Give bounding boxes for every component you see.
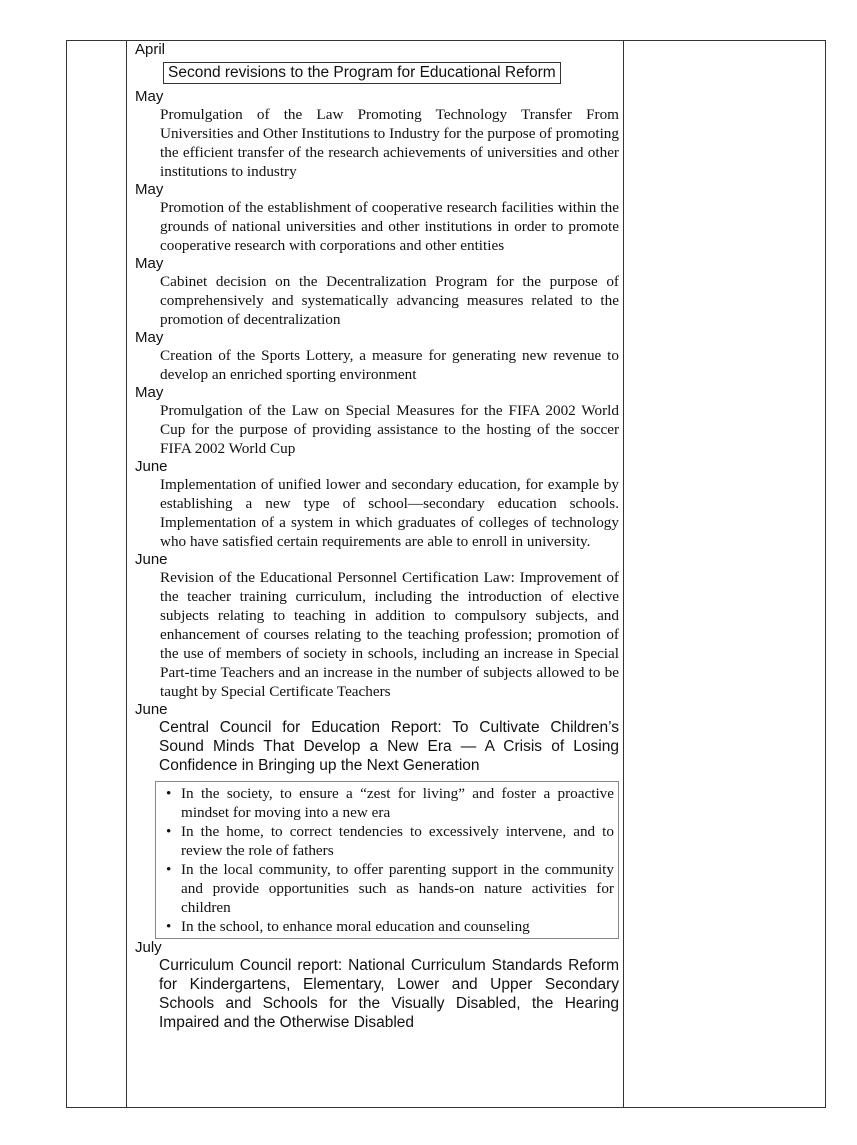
events-column xyxy=(135,41,619,1032)
list-item xyxy=(160,822,614,860)
entry-text: Central Council for Education Report: To Cultivate Children’s Sound Minds That Develop a New Era — A Crisis of Losing Confidence in Bringing up the Next Generation xyxy=(159,719,619,774)
list-item-text: In the school, to enhance moral education and counseling xyxy=(181,918,530,935)
timeline-table xyxy=(66,40,826,1108)
list-item-text: In the home, to correct tendencies to excessively intervene, and to review the role of fathers xyxy=(181,823,614,859)
entry-month: May xyxy=(135,255,164,272)
entry-month: April xyxy=(135,41,166,58)
entry-text: Revision of the Educational Personnel Certification Law: Improvement of the teacher training curriculum, including the introduction of elective subjects relating to teaching in addition to compulsory subjects, and enhancement of courses relating to the teaching profession; promotion of the use of members of society in schools, including an increase in Special Part-time Teachers and an increase in the number of subjects allowed to be taught by Special Certificate Teachers xyxy=(160,569,619,700)
list-item xyxy=(160,860,614,917)
timeline-entry xyxy=(135,701,619,939)
list-item-text: In the local community, to offer parenting support in the community and provide opportunities such as hands-on nature activities for children xyxy=(181,861,614,916)
list-item xyxy=(160,917,614,936)
entry-month: May xyxy=(135,88,164,105)
entry-month: June xyxy=(135,458,168,475)
timeline-entry xyxy=(135,458,619,551)
bullet-icon: • xyxy=(166,861,172,878)
entry-text: Curriculum Council report: National Curriculum Standards Reform for Kindergartens, Elementary, Lower and Upper Secondary Schools and Schools for the Visually Disabled, the Hearing Impaired and the Otherwise Disabled xyxy=(159,957,619,1031)
entry-text: Promotion of the establishment of cooperative research facilities within the grounds of national universities and other institutions in order to promote cooperative research with corporations and other entities xyxy=(160,199,619,254)
entry-text: Promulgation of the Law Promoting Technology Transfer From Universities and Other Institutions to Industry for the purpose of promoting the efficient transfer of the research achievements of universities and other institutions to industry xyxy=(160,106,619,180)
entry-text: Promulgation of the Law on Special Measures for the FIFA 2002 World Cup for the purpose of providing assistance to the hosting of the soccer FIFA 2002 World Cup xyxy=(160,402,619,457)
boxed-entry-text: Second revisions to the Program for Educational Reform xyxy=(163,62,561,84)
entry-month: May xyxy=(135,384,164,401)
timeline-entry xyxy=(135,551,619,701)
bullet-icon: • xyxy=(166,785,172,802)
column-divider-right xyxy=(623,41,624,1107)
entry-text: Implementation of unified lower and secondary education, for example by establishing a new type of school—secondary education schools. Implementation of a system in which graduates of colleges of technology who have satisfied certain requirements are able to enroll in university. xyxy=(160,476,619,550)
list-item-text: In the society, to ensure a “zest for living” and foster a proactive mindset for moving into a new era xyxy=(181,785,614,821)
timeline-entry xyxy=(135,181,619,255)
entry-text: Cabinet decision on the Decentralization Program for the purpose of comprehensively and systematically advancing measures related to the promotion of decentralization xyxy=(160,273,619,328)
timeline-entry xyxy=(135,329,619,384)
report-points-list xyxy=(160,784,614,936)
entry-month: July xyxy=(135,939,162,956)
report-points-box xyxy=(155,781,619,939)
bullet-icon: • xyxy=(166,823,172,840)
entry-month: May xyxy=(135,181,164,198)
bullet-icon: • xyxy=(166,918,172,935)
timeline-entry xyxy=(135,384,619,458)
entry-month: June xyxy=(135,701,168,718)
column-divider-left xyxy=(126,41,127,1107)
timeline-entry xyxy=(135,939,619,1032)
timeline-entry xyxy=(135,41,619,88)
entry-month: June xyxy=(135,551,168,568)
timeline-entry xyxy=(135,255,619,329)
entry-month: May xyxy=(135,329,164,346)
entry-text: Creation of the Sports Lottery, a measure for generating new revenue to develop an enriched sporting environment xyxy=(160,347,619,383)
list-item xyxy=(160,784,614,822)
timeline-entry xyxy=(135,88,619,181)
